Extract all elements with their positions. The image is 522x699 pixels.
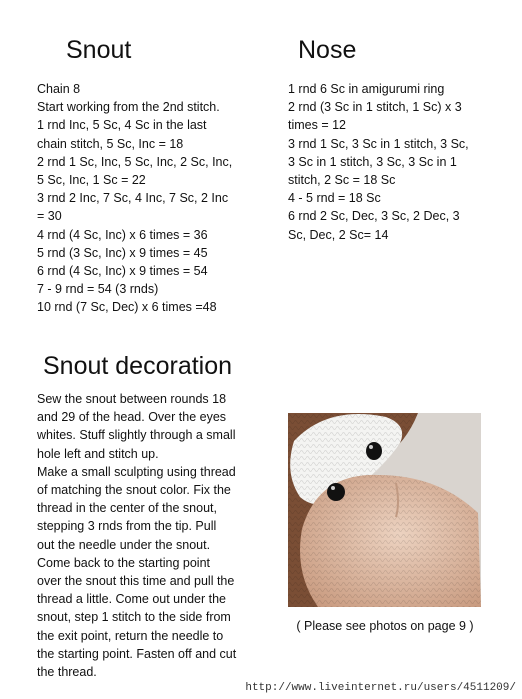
left-eye-highlight — [331, 486, 335, 490]
snout-instruction-line: 4 rnd (4 Sc, Inc) x 6 times = 36 — [37, 227, 208, 242]
snout-instruction-line: 3 rnd 2 Inc, 7 Sc, 4 Inc, 7 Sc, 2 Inc — [37, 191, 229, 206]
amigurumi-snout-photo — [288, 413, 481, 607]
decoration-instruction-line: out the needle under the snout. — [37, 537, 211, 552]
nose-instruction-line: 3 rnd 1 Sc, 3 Sc in 1 stitch, 3 Sc, — [288, 136, 469, 151]
decoration-instruction-line: Make a small sculpting using thread — [37, 464, 236, 479]
source-watermark: http://www.liveinternet.ru/users/4511209/ — [245, 682, 516, 694]
snout-instructions — [37, 80, 232, 317]
snout-instruction-line: 5 Sc, Inc, 1 Sc = 22 — [37, 173, 146, 188]
snout-instruction-line: 7 - 9 rnd = 54 (3 rnds) — [37, 282, 159, 297]
snout-instruction-line: Chain 8 — [37, 82, 81, 96]
left-eye — [327, 483, 345, 501]
decoration-instruction-line: the exit point, return the needle to — [37, 628, 224, 643]
decoration-instruction-line: whites. Stuff slightly through a small — [37, 428, 236, 443]
decoration-instruction-line: stepping 3 rnds from the tip. Pull — [37, 519, 217, 534]
decoration-instruction-line: Sew the snout between rounds 18 — [37, 392, 227, 406]
nose-instruction-line: 4 - 5 rnd = 18 Sc — [288, 191, 381, 206]
decoration-instruction-line: thread a little. Come out under the — [37, 592, 227, 607]
nose-instruction-line: 2 rnd (3 Sc in 1 stitch, 1 Sc) x 3 — [288, 100, 462, 115]
snout-heading: Snout — [66, 36, 132, 64]
decoration-instruction-line: and 29 of the head. Over the eyes — [37, 410, 227, 425]
nose-instructions — [288, 80, 469, 244]
snout-instruction-line: Start working from the 2nd stitch. — [37, 100, 220, 115]
nose-heading: Nose — [298, 36, 357, 64]
snout-decoration-heading: Snout decoration — [43, 352, 233, 380]
decoration-instruction-line: Come back to the starting point — [37, 555, 211, 570]
snout-instruction-line: = 30 — [37, 209, 62, 224]
snout-instruction-line: 10 rnd (7 Sc, Dec) x 6 times =48 — [37, 300, 217, 315]
snout-instruction-line: 1 rnd Inc, 5 Sc, 4 Sc in the last — [37, 118, 207, 133]
nose-instruction-line: stitch, 2 Sc = 18 Sc — [288, 173, 396, 188]
snout-instruction-line: 6 rnd (4 Sc, Inc) x 9 times = 54 — [37, 264, 208, 279]
nose-instruction-line: 3 Sc in 1 stitch, 3 Sc, 3 Sc in 1 — [288, 154, 457, 169]
decoration-instruction-line: hole left and stitch up. — [37, 446, 159, 461]
decoration-instruction-line: thread in the center of the snout, — [37, 501, 217, 516]
decoration-instruction-line: the starting point. Fasten off and cut — [37, 646, 237, 661]
decoration-instruction-line: snout, step 1 stitch to the side from — [37, 610, 231, 625]
snout-instruction-line: 2 rnd 1 Sc, Inc, 5 Sc, Inc, 2 Sc, Inc, — [37, 154, 233, 169]
amigurumi-snout-illustration — [288, 413, 481, 607]
decoration-instruction-line: of matching the snout color. Fix the — [37, 483, 231, 498]
right-eye — [366, 442, 382, 460]
snout-instruction-line: chain stitch, 5 Sc, Inc = 18 — [37, 136, 184, 151]
nose-instruction-line: Sc, Dec, 2 Sc= 14 — [288, 227, 389, 242]
snout-texture — [300, 475, 481, 607]
right-eye-highlight — [369, 445, 373, 449]
snout-decoration-instructions — [37, 390, 236, 681]
decoration-instruction-line: the thread. — [37, 665, 97, 680]
decoration-instruction-line: over the snout this time and pull the — [37, 574, 235, 589]
nose-instruction-line: 6 rnd 2 Sc, Dec, 3 Sc, 2 Dec, 3 — [288, 209, 460, 224]
nose-instruction-line: 1 rnd 6 Sc in amigurumi ring — [288, 82, 445, 96]
snout-instruction-line: 5 rnd (3 Sc, Inc) x 9 times = 45 — [37, 245, 208, 260]
photo-caption: ( Please see photos on page 9 ) — [296, 619, 474, 633]
nose-instruction-line: times = 12 — [288, 118, 347, 133]
